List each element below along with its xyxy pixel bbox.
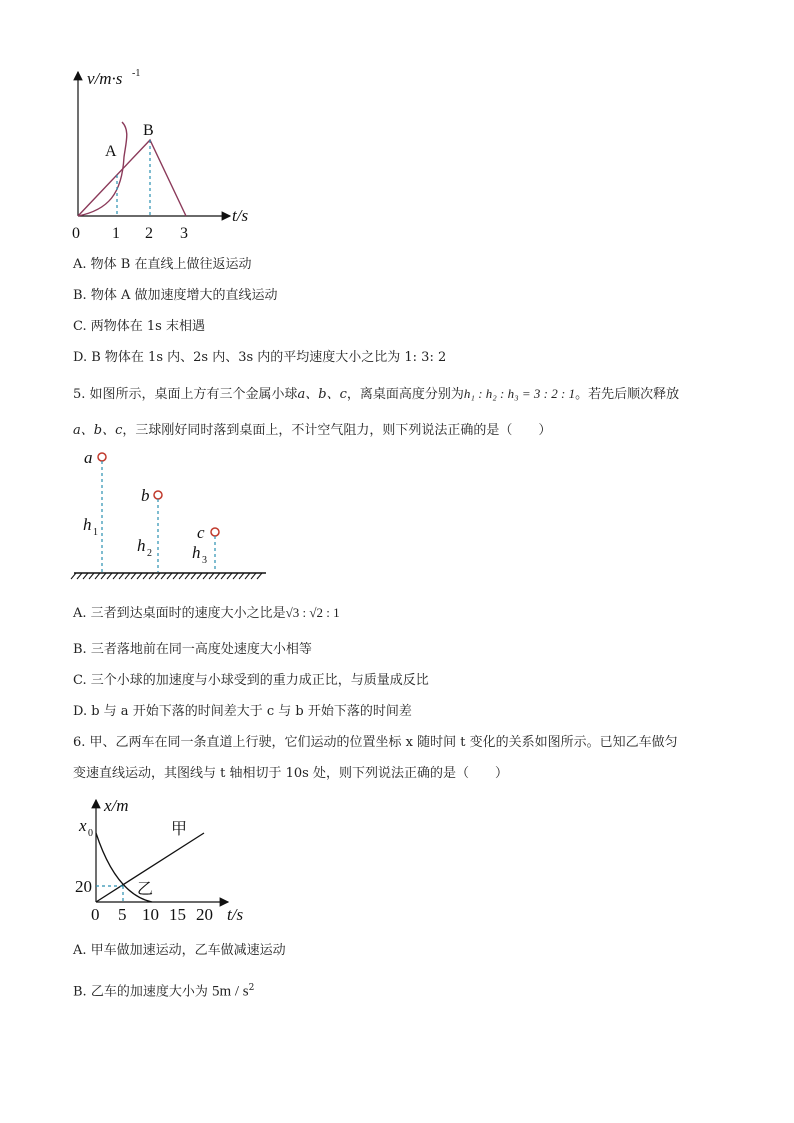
hatch-stroke — [221, 573, 226, 579]
ball-c — [211, 528, 219, 536]
hatch-stroke — [245, 573, 250, 579]
hatch-stroke — [191, 573, 196, 579]
q6-tick-5: 5 — [118, 905, 127, 924]
hatch-stroke — [227, 573, 232, 579]
q4-line-b — [78, 140, 186, 216]
ball-a — [98, 453, 106, 461]
hatch-stroke — [233, 573, 238, 579]
q6-label-jia: 甲 — [171, 821, 188, 838]
q4-option-b: B. 物体 A 做加速度增大的直线运动 — [73, 288, 278, 303]
q4-tick-3: 3 — [180, 225, 188, 242]
ball-a-label: a — [84, 448, 93, 467]
hatch-stroke — [251, 573, 256, 579]
q6-x0-sub: 0 — [88, 828, 93, 839]
q5-option-c: C. 三个小球的加速度与小球受到的重力成正比，与质量成反比 — [73, 673, 429, 688]
hatch-stroke — [257, 573, 262, 579]
hatch-stroke — [173, 573, 178, 579]
q5-option-d: D. b 与 a 开始下落的时间差大于 c 与 b 开始下落的时间差 — [73, 704, 412, 719]
q6-option-a: A. 甲车做加速运动，乙车做减速运动 — [73, 943, 286, 958]
q4-option-c: C. 两物体在 1s 末相遇 — [73, 319, 205, 334]
hatch-stroke — [89, 573, 94, 579]
q6-tick-15: 15 — [169, 905, 186, 924]
q6-x-label: t/s — [227, 905, 244, 924]
hatch-stroke — [185, 573, 190, 579]
hatch-stroke — [101, 573, 106, 579]
q4-tick-1: 1 — [112, 225, 120, 242]
hatch-stroke — [155, 573, 160, 579]
hatch-stroke — [71, 573, 76, 579]
q4-curve-a — [78, 122, 127, 216]
ball-b — [154, 491, 162, 499]
hatch-stroke — [239, 573, 244, 579]
q6-xt-graph — [70, 794, 260, 926]
q4-curve-a-top — [78, 122, 123, 216]
hatch-stroke — [113, 573, 118, 579]
q4-tick-2: 2 — [145, 225, 153, 242]
q4-option-a: A. 物体 B 在直线上做往返运动 — [73, 257, 252, 272]
h2-label: h — [137, 536, 146, 555]
hatch-stroke — [77, 573, 82, 579]
q6-value-20: 20 — [75, 877, 92, 896]
h3-label: h — [192, 543, 201, 562]
h1-label: h — [83, 515, 92, 534]
hatch-stroke — [119, 573, 124, 579]
ball-c-label: c — [197, 523, 205, 542]
q6-tick-20: 20 — [196, 905, 213, 924]
hatch-stroke — [131, 573, 136, 579]
hatch-stroke — [137, 573, 142, 579]
q4-vt-graph — [60, 62, 280, 242]
hatch-stroke — [215, 573, 220, 579]
q5-stem-line2: a、b、c，三球刚好同时落到桌面上，不计空气阻力，则下列说法正确的是（ ） — [73, 423, 552, 438]
q4-label-b: B — [143, 122, 154, 139]
q6-tick-10: 10 — [142, 905, 159, 924]
q6-stem-line2: 变速直线运动，其图线与 t 轴相切于 10s 处，则下列说法正确的是（ ） — [73, 766, 508, 781]
hatch-stroke — [143, 573, 148, 579]
q6-tick-0: 0 — [91, 905, 100, 924]
ball-b-label: b — [141, 486, 150, 505]
hatch-stroke — [209, 573, 214, 579]
q5-balls-figure — [70, 446, 270, 586]
q4-label-a: A — [105, 143, 117, 160]
hatch-stroke — [179, 573, 184, 579]
hatch-stroke — [83, 573, 88, 579]
q4-tick-0: 0 — [72, 225, 80, 242]
q4-y-label: v/m·s — [87, 69, 123, 88]
q6-x0-label: x — [79, 816, 87, 835]
q5-option-a: A. 三者到达桌面时的速度大小之比是√3 : √2 : 1 — [73, 605, 340, 621]
hatch-stroke — [161, 573, 166, 579]
hatch-stroke — [95, 573, 100, 579]
q5-stem-line1: 5. 如图所示，桌面上方有三个金属小球a、b、c，离桌面高度分别为h₁ : h₂ : h₃ = 3 : 2 : 1。若先后顺次释放 — [73, 386, 680, 402]
table-hatching — [71, 573, 262, 579]
q4-x-label: t/s — [232, 206, 249, 225]
h2-sub: 2 — [147, 548, 152, 559]
hatch-stroke — [125, 573, 130, 579]
q6-option-b: B. 乙车的加速度大小为 $5m / s^2$ — [73, 983, 255, 1000]
hatch-stroke — [167, 573, 172, 579]
q6-stem-line1: 6. 甲、乙两车在同一条直道上行驶，它们运动的位置坐标 x 随时间 t 变化的关系如图所示。已知乙车做匀 — [73, 735, 678, 750]
h3-sub: 3 — [202, 555, 207, 566]
q5-option-b: B. 三者落地前在同一高度处速度大小相等 — [73, 642, 312, 657]
q6-label-yi: 乙 — [137, 881, 154, 898]
hatch-stroke — [197, 573, 202, 579]
q6-y-label: x/m — [104, 796, 129, 815]
q4-y-label-sup: -1 — [132, 68, 141, 79]
hatch-stroke — [203, 573, 208, 579]
h1-sub: 1 — [93, 527, 98, 538]
hatch-stroke — [107, 573, 112, 579]
q4-option-d: D. B 物体在 1s 内、2s 内、3s 内的平均速度大小之比为 1: 3: 2 — [73, 350, 447, 365]
hatch-stroke — [149, 573, 154, 579]
